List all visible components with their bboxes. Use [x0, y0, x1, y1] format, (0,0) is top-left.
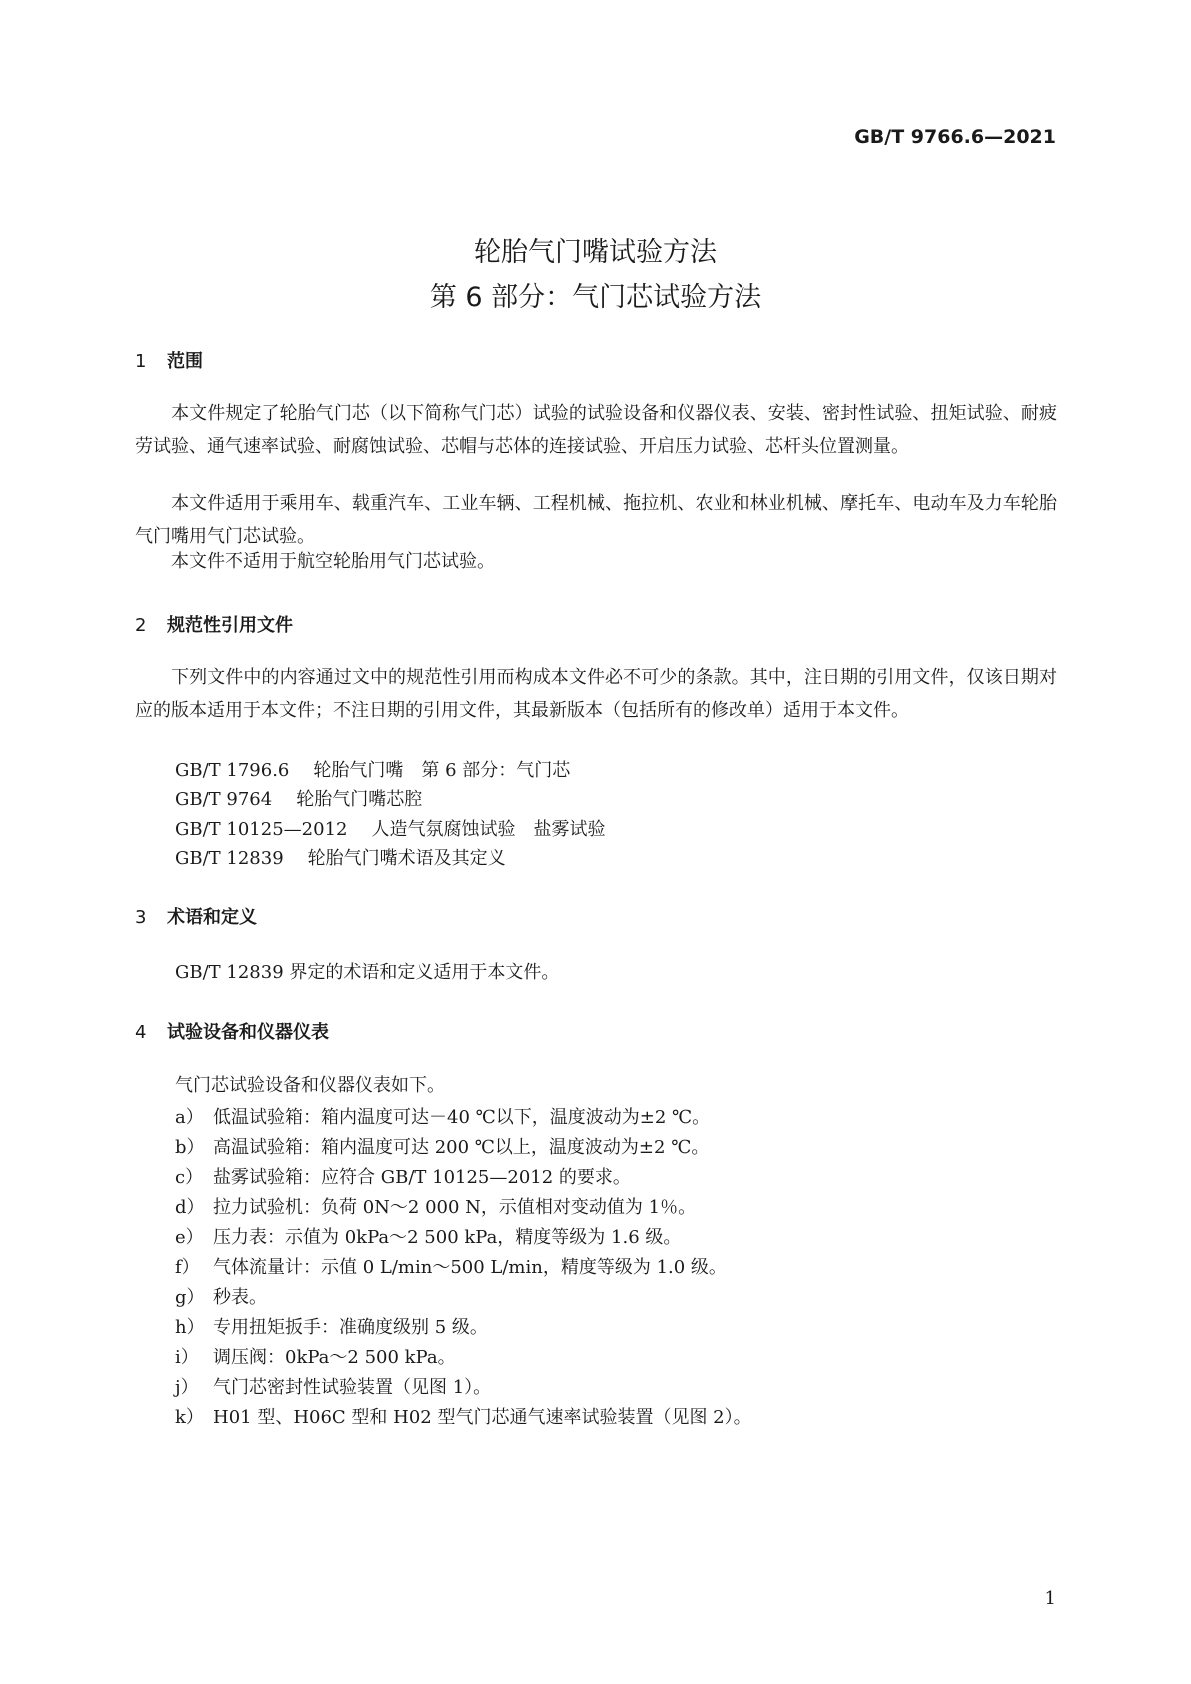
section-title: 规范性引用文件 — [167, 615, 293, 636]
standard-number: GB/T 9766.6—2021 — [854, 126, 1056, 148]
reference-item: GB/T 10125—2012 人造气氛腐蚀试验 盐雾试验 — [175, 819, 606, 840]
reference-item: GB/T 12839 轮胎气门嘴术语及其定义 — [175, 848, 506, 869]
section-heading-scope — [135, 347, 203, 373]
section-title: 试验设备和仪器仪表 — [167, 1022, 329, 1043]
list-item: b） 高温试验箱：箱内温度可达 200 ℃以上，温度波动为±2 ℃。 — [175, 1137, 710, 1158]
list-item: h） 专用扭矩扳手：准确度级别 5 级。 — [175, 1317, 488, 1338]
section-number: 4 — [135, 1022, 147, 1043]
list-item: d） 拉力试验机：负荷 0N～2 000 N，示值相对变动值为 1％。 — [175, 1197, 697, 1218]
document-title: 轮胎气门嘴试验方法 — [474, 237, 717, 268]
section-number: 1 — [135, 351, 147, 372]
list-item: a） 低温试验箱：箱内温度可达－40 ℃以下，温度波动为±2 ℃。 — [175, 1107, 711, 1128]
list-item: e） 压力表：示值为 0kPa～2 500 kPa，精度等级为 1.6 级。 — [175, 1227, 682, 1248]
section-number: 2 — [135, 615, 147, 636]
section-title: 范围 — [167, 351, 203, 372]
section-heading-normative-references — [135, 611, 293, 637]
paragraph: 本文件规定了轮胎气门芯（以下简称气门芯）试验的试验设备和仪器仪表、安装、密封性试验、扭矩试验、耐疲劳试验、通气速率试验、耐腐蚀试验、芯帽与芯体的连接试验、开启压力试验、芯杆头位置测量。 — [135, 403, 1057, 457]
reference-item: GB/T 9764 轮胎气门嘴芯腔 — [175, 789, 423, 810]
list-item: g） 秒表。 — [175, 1287, 267, 1308]
list-item: c） 盐雾试验箱：应符合 GB/T 10125—2012 的要求。 — [175, 1167, 631, 1188]
list-item: k） H01 型、H06C 型和 H02 型气门芯通气速率试验装置（见图 2）。 — [175, 1407, 752, 1428]
section-number: 3 — [135, 907, 147, 928]
paragraph: 本文件适用于乘用车、载重汽车、工业车辆、工程机械、拖拉机、农业和林业机械、摩托车、电动车及力车轮胎气门嘴用气门芯试验。 — [135, 493, 1057, 547]
page-number: 1 — [1044, 1588, 1056, 1609]
paragraph: 下列文件中的内容通过文中的规范性引用而构成本文件必不可少的条款。其中，注日期的引用文件，仅该日期对应的版本适用于本文件；不注日期的引用文件，其最新版本（包括所有的修改单）适用于本文件。 — [135, 667, 1057, 721]
list-item: i） 调压阀：0kPa～2 500 kPa。 — [175, 1347, 456, 1368]
paragraph: 本文件不适用于航空轮胎用气门芯试验。 — [171, 551, 495, 572]
list-item: j） 气门芯密封性试验装置（见图 1）。 — [175, 1377, 492, 1398]
section-title: 术语和定义 — [167, 907, 257, 928]
list-item: f） 气体流量计：示值 0 L/min～500 L/min，精度等级为 1.0 级。 — [175, 1257, 727, 1278]
paragraph: 气门芯试验设备和仪器仪表如下。 — [175, 1075, 445, 1096]
section-heading-terms — [135, 903, 257, 929]
reference-item: GB/T 1796.6 轮胎气门嘴 第 6 部分：气门芯 — [175, 760, 571, 781]
paragraph: GB/T 12839 界定的术语和定义适用于本文件。 — [175, 962, 560, 983]
section-heading-equipment — [135, 1018, 329, 1044]
document-subtitle: 第 6 部分：气门芯试验方法 — [429, 282, 762, 313]
